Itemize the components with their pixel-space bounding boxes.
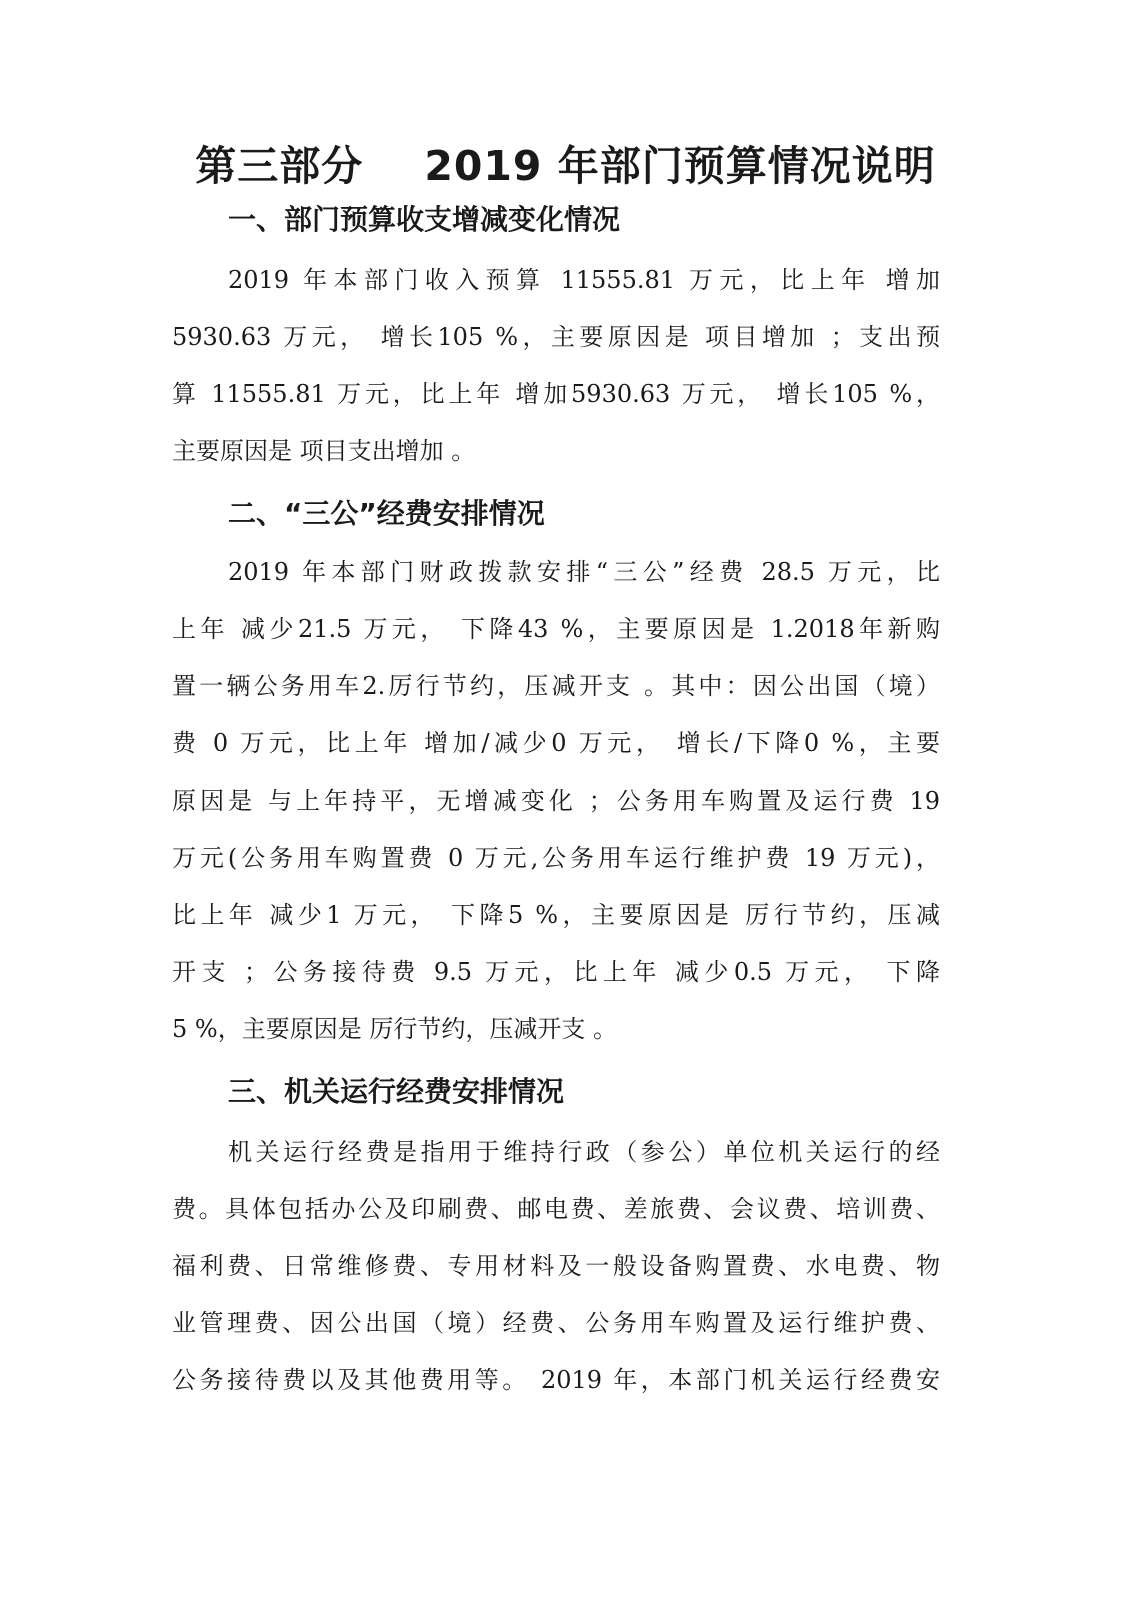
section-heading-3: 三、机关运行经费安排情况 [228, 1075, 565, 1108]
paragraph-line: 5930.63 万元， 增长105 %，主要原因是 项目增加 ；支出预 [172, 323, 940, 351]
paragraph-line: 5 %，主要原因是 厉行节约，压减开支 。 [172, 1015, 617, 1043]
paragraph-line: 福利费、日常维修费、专用材料及一般设备购置费、水电费、物 [172, 1252, 940, 1280]
page-title: 第三部分 2019 年部门预算情况说明 [195, 142, 936, 190]
paragraph-line: 主要原因是 项目支出增加 。 [172, 437, 476, 465]
paragraph-line: 万元(公务用车购置费 0 万元,公务用车运行维护费 19 万元)， [172, 844, 940, 872]
paragraph-line: 2019 年本部门财政拨款安排“三公”经费 28.5 万元，比 [228, 558, 940, 586]
paragraph-line: 开支 ；公务接待费 9.5 万元，比上年 减少0.5 万元， 下降 [172, 958, 940, 986]
paragraph-line: 原因是 与上年持平，无增减变化 ；公务用车购置及运行费 19 [172, 787, 940, 815]
paragraph-line: 比上年 减少1 万元， 下降5 %，主要原因是 厉行节约，压减 [172, 901, 940, 929]
section-heading-1: 一、部门预算收支增减变化情况 [228, 203, 621, 236]
paragraph-line: 置一辆公务用车2.厉行节约，压减开支 。其中：因公出国（境） [172, 672, 940, 700]
paragraph-line: 费。具体包括办公及印刷费、邮电费、差旅费、会议费、培训费、 [172, 1195, 940, 1223]
paragraph-line: 公务接待费以及其他费用等。 2019 年，本部门机关运行经费安 [172, 1366, 940, 1394]
paragraph-line: 算 11555.81 万元，比上年 增加5930.63 万元， 增长105 %， [172, 380, 940, 408]
section-heading-2: 二、“三公”经费安排情况 [228, 497, 545, 530]
paragraph-line: 机关运行经费是指用于维持行政（参公）单位机关运行的经 [228, 1138, 940, 1166]
paragraph-line: 2019 年本部门收入预算 11555.81 万元，比上年 增加 [228, 266, 940, 294]
paragraph-line: 业管理费、因公出国（境）经费、公务用车购置及运行维护费、 [172, 1309, 940, 1337]
paragraph-line: 费 0 万元，比上年 增加/减少0 万元， 增长/下降0 %，主要 [172, 729, 940, 757]
paragraph-line: 上年 减少21.5 万元， 下降43 %，主要原因是 1.2018年新购 [172, 615, 940, 643]
